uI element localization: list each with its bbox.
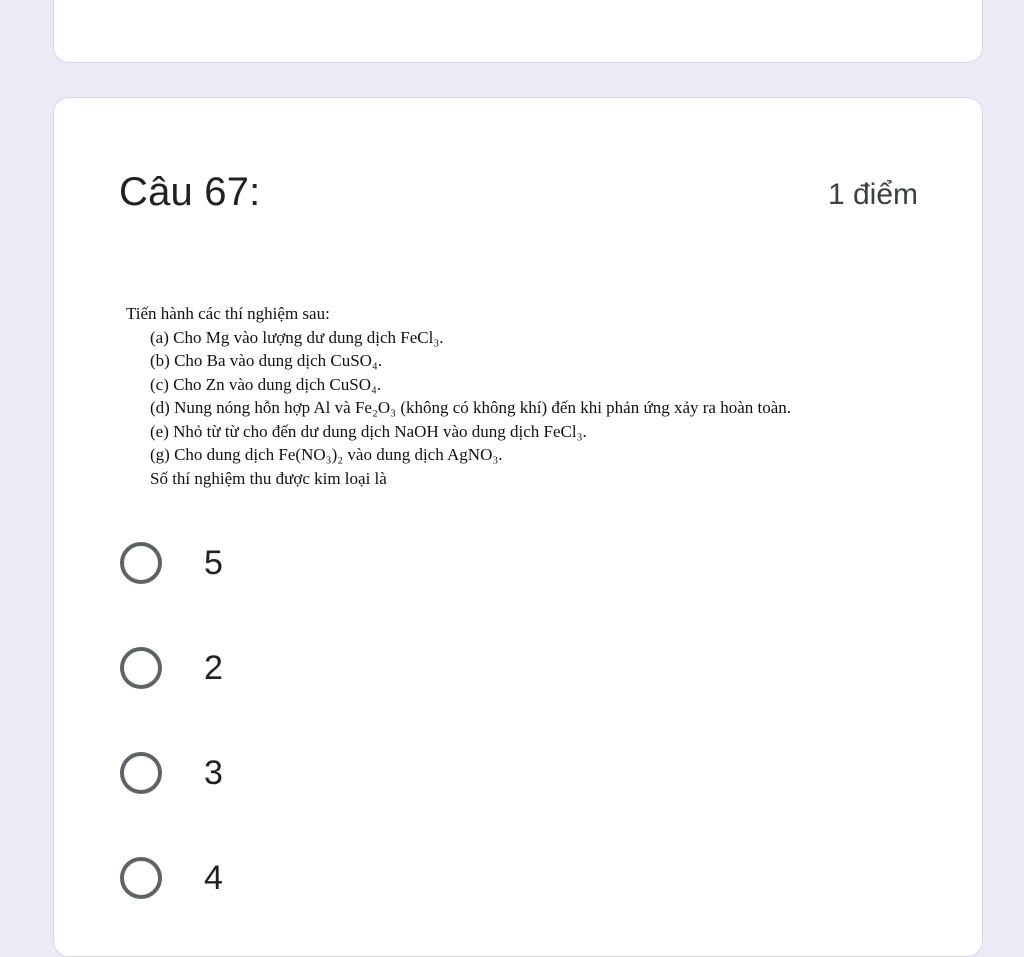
question-prompt: Số thí nghiệm thu được kim loại là: [150, 468, 387, 488]
option-label: 3: [204, 753, 223, 792]
radio-icon[interactable]: [120, 857, 162, 899]
experiment-c: (c) Cho Zn vào dung dịch CuSO₄.: [150, 374, 382, 394]
question-title: Câu 67:: [119, 170, 261, 214]
option-4[interactable]: [120, 850, 420, 906]
option-5[interactable]: [120, 535, 420, 591]
experiment-e: (e) Nhỏ từ từ cho đến dư dung dịch NaOH vào dung dịch FeCl₃.: [150, 421, 587, 441]
question-image: [126, 302, 946, 490]
radio-icon[interactable]: [120, 542, 162, 584]
experiment-g: (g) Cho dung dịch Fe(NO₃)₂ vào dung dịch AgNO₃.: [150, 445, 503, 464]
question-points: 1 điểm: [827, 178, 918, 211]
experiment-d: (d) Nung nóng hỗn hợp Al và Fe₂O₃ (không có không khí) đến khi phản ứng xảy ra hoàn toàn.: [150, 398, 792, 417]
experiment-a: (a) Cho Mg vào lượng dư dung dịch FeCl₃.: [150, 327, 444, 347]
option-3[interactable]: [120, 745, 420, 801]
option-label: 2: [204, 648, 223, 687]
radio-icon[interactable]: [120, 647, 162, 689]
option-label: 4: [204, 858, 223, 897]
question-intro: Tiến hành các thí nghiệm sau:: [126, 304, 330, 323]
radio-icon[interactable]: [120, 752, 162, 794]
experiment-b: (b) Cho Ba vào dung dịch CuSO₄.: [150, 351, 383, 370]
option-label: 5: [204, 543, 223, 582]
option-2[interactable]: [120, 640, 420, 696]
previous-question-card: [53, 0, 983, 63]
question-card: [53, 97, 983, 957]
